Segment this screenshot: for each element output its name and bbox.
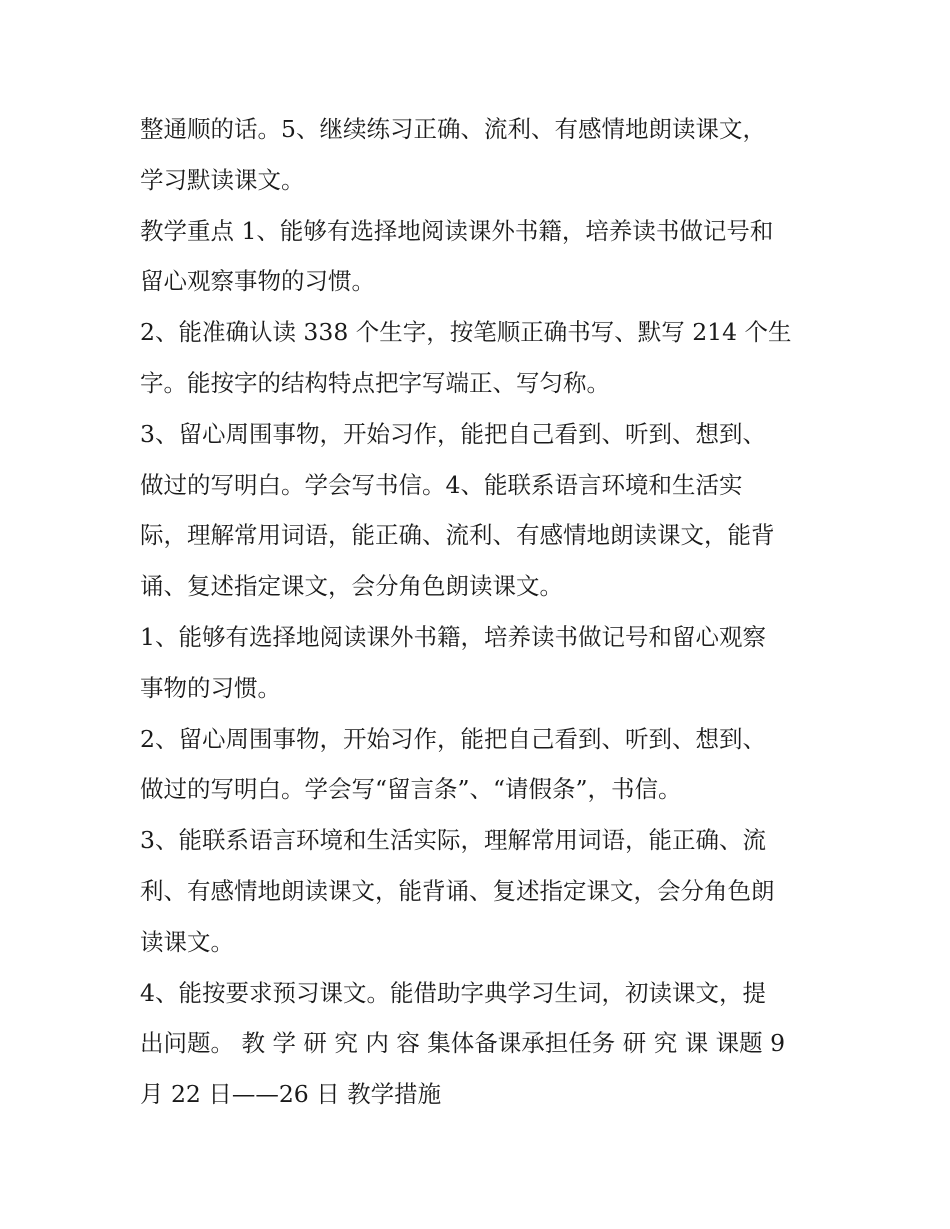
text-line: 际，理解常用词语，能正确、流利、有感情地朗读课文，能背: [140, 521, 775, 550]
document-body: [140, 104, 820, 1120]
text-line: 做过的写明白。学会写“留言条”、“请假条”，书信。: [140, 775, 682, 804]
text-line: 利、有感情地朗读课文，能背诵、复述指定课文，会分角色朗: [140, 876, 775, 905]
text-line: 4、能按要求预习课文。能借助字典学习生词，初读课文，提: [140, 978, 766, 1007]
text-line: 事物的习惯。: [140, 673, 281, 702]
text-line: 教学重点 1、能够有选择地阅读课外书籍，培养读书做记号和: [140, 216, 774, 245]
text-line: 3、留心周围事物，开始习作，能把自己看到、听到、想到、: [140, 419, 766, 448]
text-line: 做过的写明白。学会写书信。4、能联系语言环境和生活实: [140, 470, 743, 499]
text-line: 学习默读课文。: [140, 165, 305, 194]
text-line: 2、能准确认读 338 个生字，按笔顺正确书写、默写 214 个生: [140, 318, 792, 347]
text-line: 月 22 日——26 日 教学措施: [140, 1080, 442, 1109]
text-line: 字。能按字的结构特点把字写端正、写匀称。: [140, 368, 610, 397]
text-line: 3、能联系语言环境和生活实际，理解常用词语，能正确、流: [140, 826, 766, 855]
text-line: 1、能够有选择地阅读课外书籍，培养读书做记号和留心观察: [140, 622, 766, 651]
text-line: 出问题。 教 学 研 究 内 容 集体备课承担任务 研 究 课 课题 9: [140, 1029, 786, 1058]
text-line: 读课文。: [140, 927, 234, 956]
text-line: 整通顺的话。5、继续练习正确、流利、有感情地朗读课文，: [140, 115, 766, 143]
text-line: 诵、复述指定课文，会分角色朗读课文。: [140, 572, 563, 601]
text-line: 留心观察事物的习惯。: [140, 267, 375, 296]
text-line: 2、留心周围事物，开始习作，能把自己看到、听到、想到、: [140, 724, 766, 753]
